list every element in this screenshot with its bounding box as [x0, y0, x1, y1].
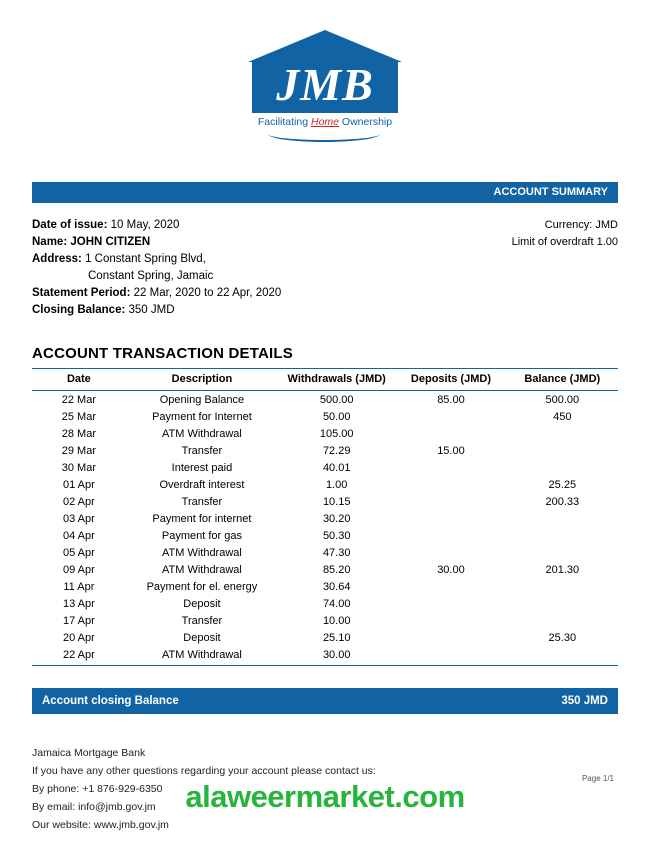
footer-phone: By phone: +1 876-929-6350 [32, 782, 163, 795]
table-row [32, 578, 618, 595]
account-info [32, 217, 618, 319]
column-header-deposits: Deposits (JMD) [395, 369, 506, 391]
page-number: Page 1/1 [581, 774, 614, 783]
cell-description: Overdraft interest [159, 478, 245, 491]
logo-wordmark: JMB [276, 59, 374, 110]
cell-date: 11 Apr [63, 580, 95, 593]
cell-description: Deposit [183, 597, 221, 610]
cell-description: ATM Withdrawal [161, 427, 242, 440]
cell-balance: 450 [553, 410, 572, 423]
footer-website: Our website: www.jmb.gov.jm [32, 818, 169, 831]
cell-deposit [395, 476, 506, 493]
address-label: Address: [32, 253, 82, 265]
logo-tagline-home: Home [310, 116, 339, 128]
cell-withdrawal: 50.30 [322, 529, 351, 542]
overdraft-line: Limit of overdraft 1.00 [511, 236, 618, 248]
cell-balance: 25.30 [548, 631, 577, 644]
cell-deposit [395, 425, 506, 442]
cell-date: 01 Apr [62, 478, 95, 491]
closing-balance-bar-label: Account closing Balance [42, 694, 179, 707]
cell-withdrawal: 10.00 [322, 614, 351, 627]
cell-date: 22 Apr [62, 648, 95, 661]
table-row [32, 442, 618, 459]
cell-withdrawal: 30.20 [322, 512, 351, 525]
date-of-issue-label: Date of issue: [32, 219, 108, 231]
account-info-right [512, 217, 618, 319]
cell-withdrawal: 1.00 [325, 478, 348, 491]
table-row [32, 561, 618, 578]
cell-description: Deposit [183, 631, 221, 644]
closing-balance-value: 350 JMD [128, 304, 175, 316]
cell-balance [507, 459, 618, 476]
cell-balance: 200.33 [545, 495, 580, 508]
cell-deposit: 85.00 [437, 393, 465, 406]
date-of-issue-value: 10 May, 2020 [110, 219, 180, 231]
transactions-bottom-rule [32, 665, 618, 666]
closing-balance-bar-amount: 350 JMD [561, 694, 608, 707]
cell-date: 03 Apr [62, 512, 95, 525]
currency-line: Currency: JMD [544, 219, 618, 231]
cell-date: 02 Apr [62, 495, 95, 508]
cell-withdrawal: 30.64 [322, 580, 351, 593]
closing-balance-label: Closing Balance: [32, 304, 126, 316]
cell-deposit [395, 629, 506, 646]
cell-balance [507, 612, 618, 629]
cell-withdrawal: 10.15 [322, 495, 351, 508]
footer-contact-intro: If you have any other questions regarding your account please contact us: [32, 764, 376, 777]
cell-balance [507, 527, 618, 544]
cell-description: Payment for Internet [152, 410, 252, 423]
address-line2-row [32, 268, 281, 285]
column-header-balance: Balance (JMD) [507, 369, 618, 391]
closing-balance-bar [32, 688, 618, 714]
cell-deposit [395, 612, 506, 629]
cell-balance [507, 595, 618, 612]
cell-balance [507, 544, 618, 561]
transactions-body [32, 391, 618, 665]
cell-withdrawal: 74.00 [322, 597, 351, 610]
transactions-table [32, 368, 618, 665]
cell-date: 17 Apr [62, 614, 95, 627]
cell-withdrawal: 72.29 [322, 444, 351, 457]
transactions-head [32, 369, 618, 391]
account-info-left [32, 217, 281, 319]
cell-withdrawal: 85.20 [322, 563, 351, 576]
cell-date: 22 Mar [61, 393, 96, 406]
address-line2: Constant Spring, Jamaic [88, 270, 214, 282]
cell-deposit [395, 527, 506, 544]
statement-period-value: 22 Mar, 2020 to 22 Apr, 2020 [133, 287, 282, 299]
cell-description: ATM Withdrawal [161, 648, 242, 661]
table-row [32, 646, 618, 665]
logo-block [32, 0, 618, 140]
address-row [32, 251, 281, 268]
cell-description: Transfer [181, 495, 223, 508]
column-header-description: Description [126, 369, 278, 391]
cell-deposit [395, 595, 506, 612]
cell-withdrawal: 25.10 [322, 631, 351, 644]
cell-balance: 201.30 [545, 563, 580, 576]
cell-date: 20 Apr [62, 631, 95, 644]
cell-date: 05 Apr [62, 546, 95, 559]
cell-deposit [395, 408, 506, 425]
address-line1: 1 Constant Spring Blvd, [85, 253, 206, 265]
cell-deposit: 30.00 [437, 563, 465, 576]
cell-balance: 500.00 [545, 393, 580, 406]
cell-date: 04 Apr [62, 529, 95, 542]
cell-deposit [395, 510, 506, 527]
table-row [32, 425, 618, 442]
cell-balance [507, 646, 618, 665]
logo-tagline-suffix: Ownership [339, 116, 393, 128]
table-row [32, 527, 618, 544]
cell-deposit [395, 459, 506, 476]
cell-date: 28 Mar [61, 427, 96, 440]
cell-withdrawal: 500.00 [319, 393, 354, 406]
table-row [32, 408, 618, 425]
cell-date: 30 Mar [61, 461, 96, 474]
table-row [32, 629, 618, 646]
name-row [32, 234, 281, 251]
cell-description: Interest paid [171, 461, 233, 474]
column-header-date: Date [32, 369, 126, 391]
table-row [32, 476, 618, 493]
cell-date: 09 Apr [62, 563, 95, 576]
account-summary-bar [32, 182, 618, 203]
table-row [32, 391, 618, 409]
table-row [32, 544, 618, 561]
transactions-header-row [32, 369, 618, 391]
cell-description: Payment for internet [152, 512, 252, 525]
cell-description: Transfer [181, 444, 223, 457]
transactions-title: ACCOUNT TRANSACTION DETAILS [32, 345, 293, 362]
cell-description: ATM Withdrawal [161, 563, 242, 576]
cell-balance [507, 510, 618, 527]
cell-withdrawal: 30.00 [322, 648, 351, 661]
cell-balance: 25.25 [548, 478, 577, 491]
footer-email: By email: info@jmb.gov.jm [32, 800, 156, 813]
logo-tagline-prefix: Facilitating [257, 116, 311, 128]
cell-description: Payment for el. energy [146, 580, 258, 593]
table-row [32, 459, 618, 476]
cell-balance [507, 578, 618, 595]
cell-balance [507, 425, 618, 442]
cell-withdrawal: 105.00 [319, 427, 354, 440]
cell-date: 29 Mar [61, 444, 96, 457]
cell-description: Opening Balance [159, 393, 245, 406]
cell-date: 25 Mar [61, 410, 96, 423]
cell-deposit [395, 493, 506, 510]
table-row [32, 595, 618, 612]
table-row [32, 612, 618, 629]
cell-deposit [395, 646, 506, 665]
table-row [32, 510, 618, 527]
cell-balance [507, 442, 618, 459]
cell-withdrawal: 40.01 [322, 461, 351, 474]
cell-withdrawal: 47.30 [322, 546, 351, 559]
date-of-issue-row [32, 217, 281, 234]
table-row [32, 493, 618, 510]
cell-date: 13 Apr [62, 597, 95, 610]
column-header-withdrawals: Withdrawals (JMD) [278, 369, 395, 391]
watermark: alaweermarket.com [185, 779, 465, 814]
logo-swoosh-shape [268, 126, 380, 142]
closing-balance-row [32, 302, 281, 319]
cell-deposit: 15.00 [437, 444, 465, 457]
cell-deposit [395, 578, 506, 595]
cell-description: ATM Withdrawal [161, 546, 242, 559]
account-summary-label: ACCOUNT SUMMARY [493, 186, 608, 198]
cell-deposit [395, 544, 506, 561]
statement-period-label: Statement Period: [32, 287, 131, 299]
name-label: Name: [32, 236, 68, 248]
footer-bank-name: Jamaica Mortgage Bank [32, 746, 146, 759]
cell-description: Transfer [181, 614, 223, 627]
cell-withdrawal: 50.00 [322, 410, 351, 423]
name-value: JOHN CITIZEN [70, 236, 151, 248]
cell-description: Payment for gas [161, 529, 242, 542]
statement-period-row [32, 285, 281, 302]
jmb-logo [230, 30, 420, 140]
